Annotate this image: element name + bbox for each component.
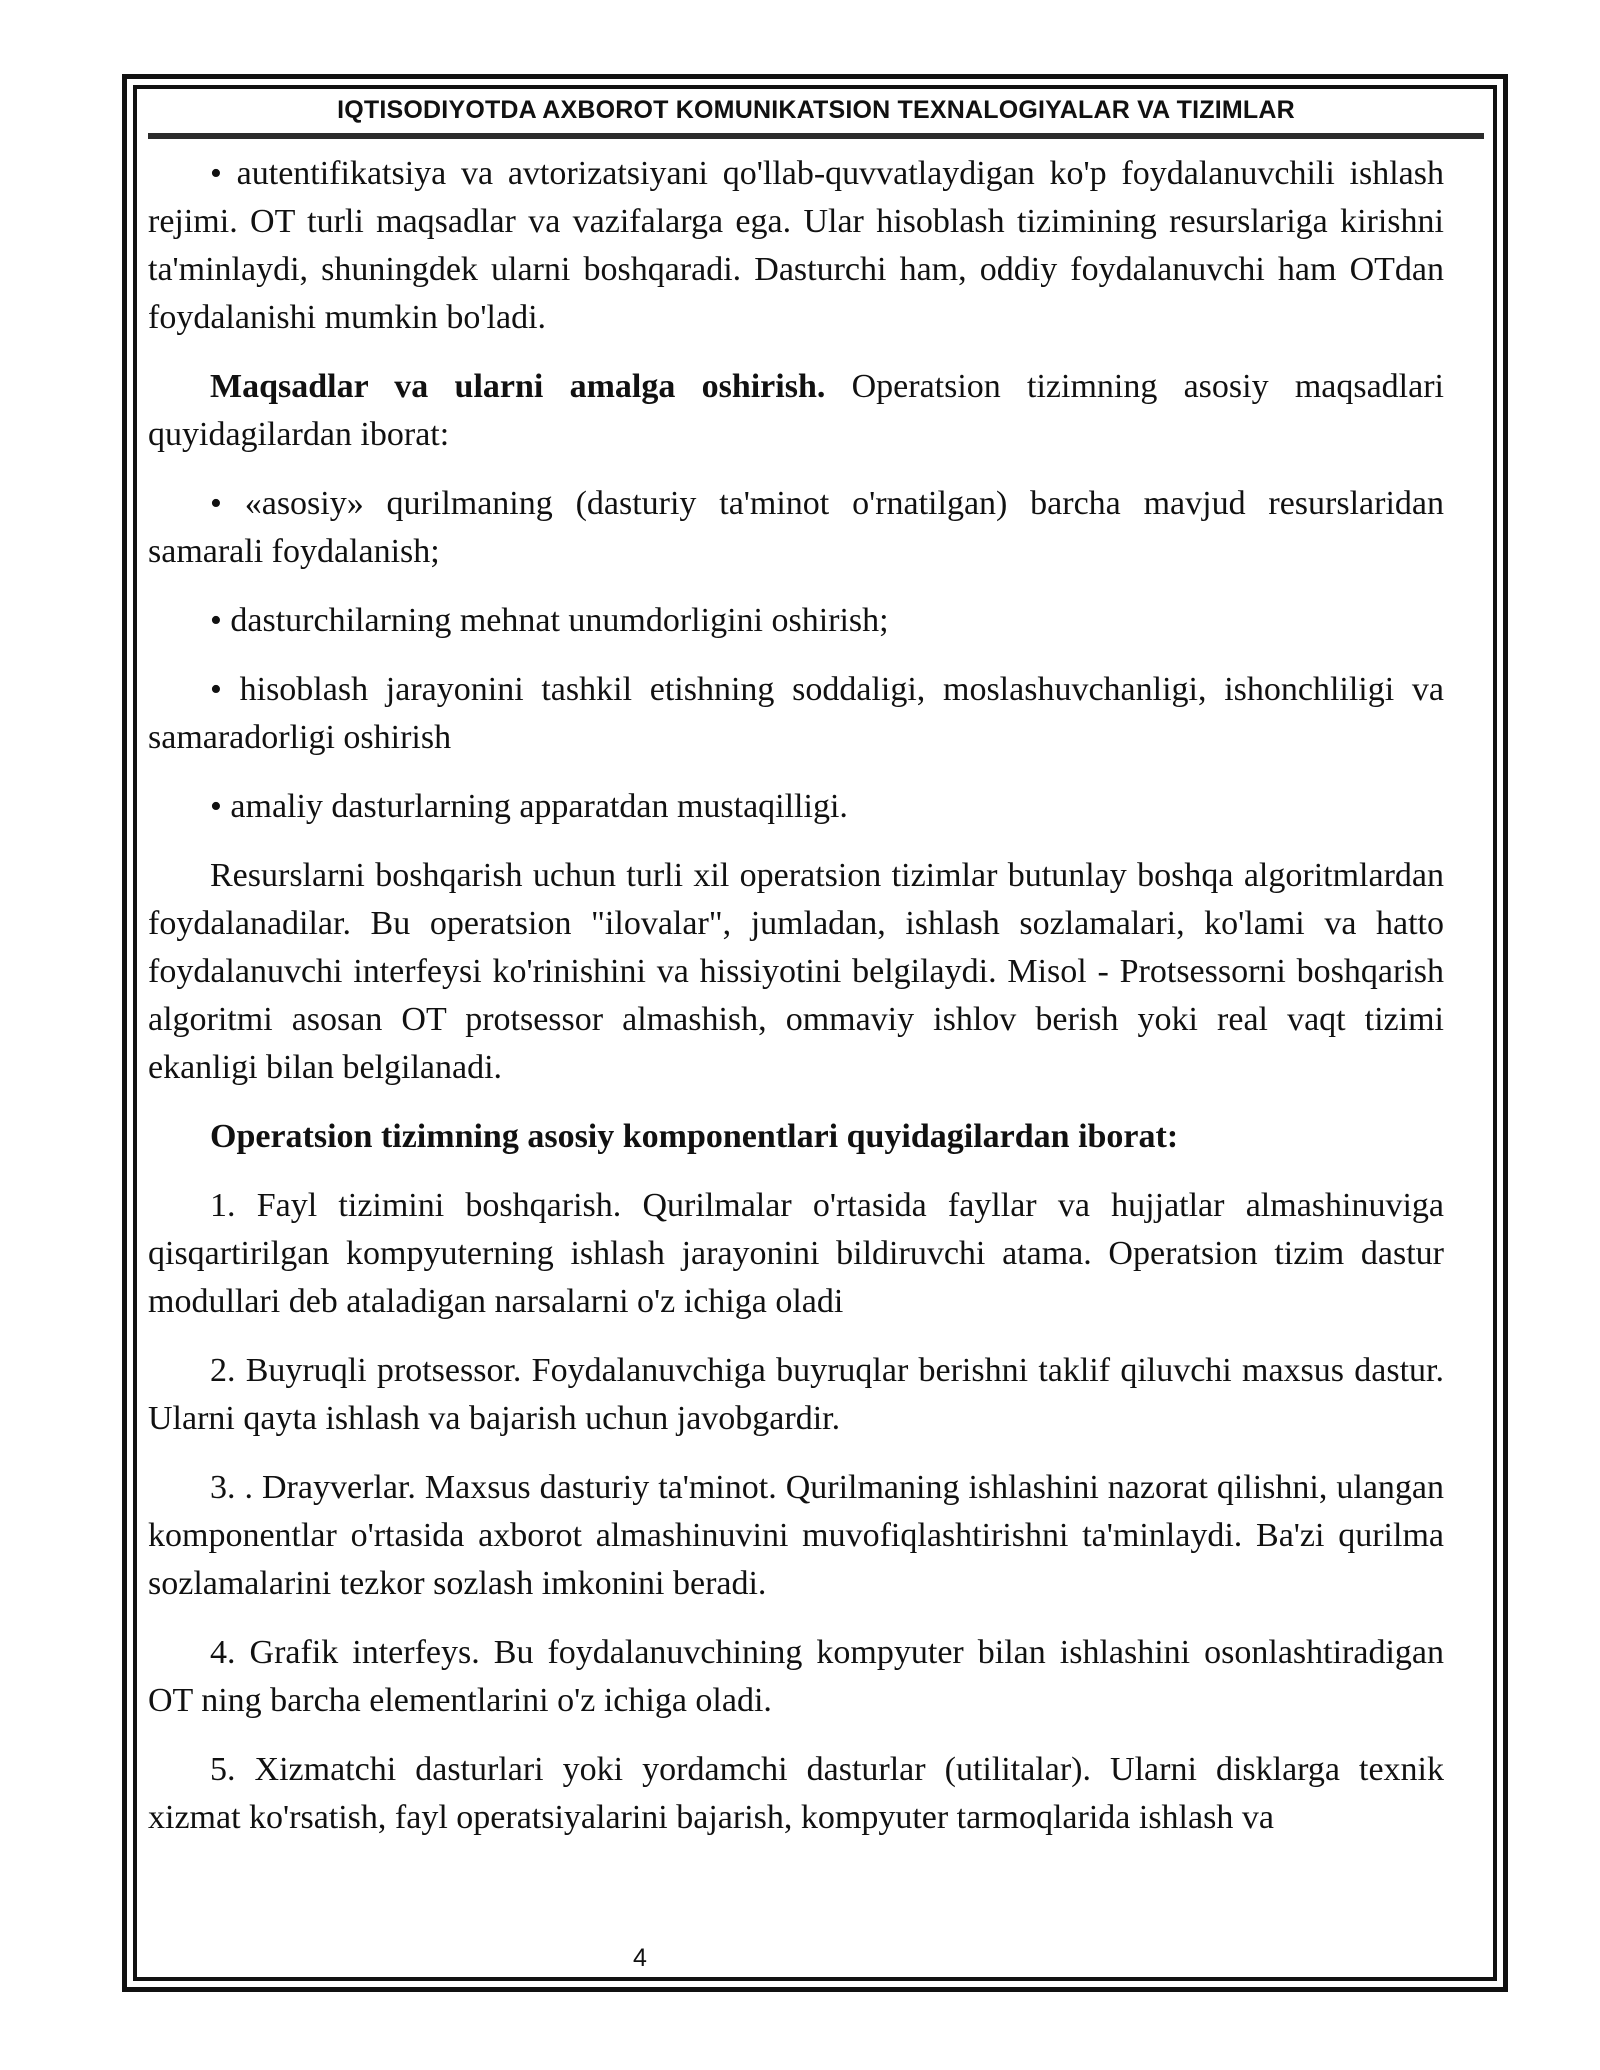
paragraph-bullet-independence: • amaliy dasturlarning apparatdan mustaqilligi. [210, 788, 848, 825]
paragraph-bullet-process: • hisoblash jarayonini tashkil etishning soddaligi, moslashuvchanligi, ishonchliligi va samaradorligi oshirish [148, 671, 1444, 756]
list-item-drivers: 3. . Drayverlar. Maxsus dasturiy ta'minot. Qurilmaning ishlashini nazorat qilishni, ulangan komponentlar o'rtasida axborot almashinuvini muvofiqlashtirishni ta'minlaydi. Ba'zi qurilma sozlamalarini tezkor sozlash imkonini beradi. [148, 1469, 1444, 1602]
running-header-title: IQTISODIYOTDA AXBOROT KOMUNIKATSION TEXNALOGIYALAR VA TIZIMLAR [337, 96, 1295, 124]
list-item-file-system: 1. Fayl tizimini boshqarish. Qurilmalar o'rtasida fayllar va hujjatlar almashinuviga qisqartirilgan kompyuterning ishlash jarayonini bildiruvchi atama. Operatsion tizim dastur modullari deb ataladigan narsalarni o'z ichiga oladi [148, 1187, 1444, 1320]
list-item-command-processor: 2. Buyruqli protsessor. Foydalanuvchiga buyruqlar berishni taklif qiluvchi maxsus dastur. Ularni qayta ishlash va bajarish uchun javobgardir. [148, 1352, 1444, 1437]
header-rule [148, 133, 1484, 139]
goals-intro-text: Operatsion tizimning asosiy maqsadlari quyidagilardan iborat: [148, 368, 1444, 453]
paragraph-bullet-multiuser: • autentifikatsiya va avtorizatsiyani qo'llab-quvvatlaydigan ko'p foydalanuvchili ishlash rejimi. OT turli maqsadlar va vazifalarga ega. Ular hisoblash tizimining resurslariga kirishni ta'minlaydi, shuningdek ularni boshqaradi. Dasturchi ham, oddiy foydalanuvchi ham OTdan foydalanishi mumkin bo'ladi. [148, 155, 1444, 336]
list-item-utilities: 5. Xizmatchi dasturlari yoki yordamchi dasturlar (utilitalar). Ularni disklarga texnik xizmat ko'rsatish, fayl operatsiyalarini bajarish, kompyuter tarmoqlarida ishlash va [148, 1751, 1444, 1836]
paragraph-bullet-productivity: • dasturchilarning mehnat unumdorligini oshirish; [210, 602, 889, 639]
document-body [148, 150, 1444, 1863]
paragraph-resource-management: Resurslarni boshqarish uchun turli xil operatsion tizimlar butunlay boshqa algoritmlardan foydalanadilar. Bu operatsion "ilovalar", jumladan, ishlash sozlamalari, ko'lami va hatto foydalanuvchi interfeysi ko'rinishini va hissiyotini belgilaydi. Misol - Protsessorni boshqarish algoritmi asosan OT protsessor almashish, ommaviy ishlov berish yoki real vaqt tizimi ekanligi bilan belgilanadi. [148, 857, 1444, 1086]
page-number: 4 [633, 1944, 647, 1972]
paragraph-goals-intro [148, 363, 1444, 459]
components-heading: Operatsion tizimning asosiy komponentlari quyidagilardan iborat: [210, 1118, 1179, 1155]
list-item-graphic-interface: 4. Grafik interfeys. Bu foydalanuvchining kompyuter bilan ishlashini osonlashtiradigan OT ning barcha elementlarini o'z ichiga oladi. [148, 1634, 1444, 1719]
goals-heading: Maqsadlar va ularni amalga oshirish. [210, 368, 826, 405]
paragraph-bullet-resources: • «asosiy» qurilmaning (dasturiy ta'minot o'rnatilgan) barcha mavjud resurslaridan samarali foydalanish; [148, 485, 1444, 570]
